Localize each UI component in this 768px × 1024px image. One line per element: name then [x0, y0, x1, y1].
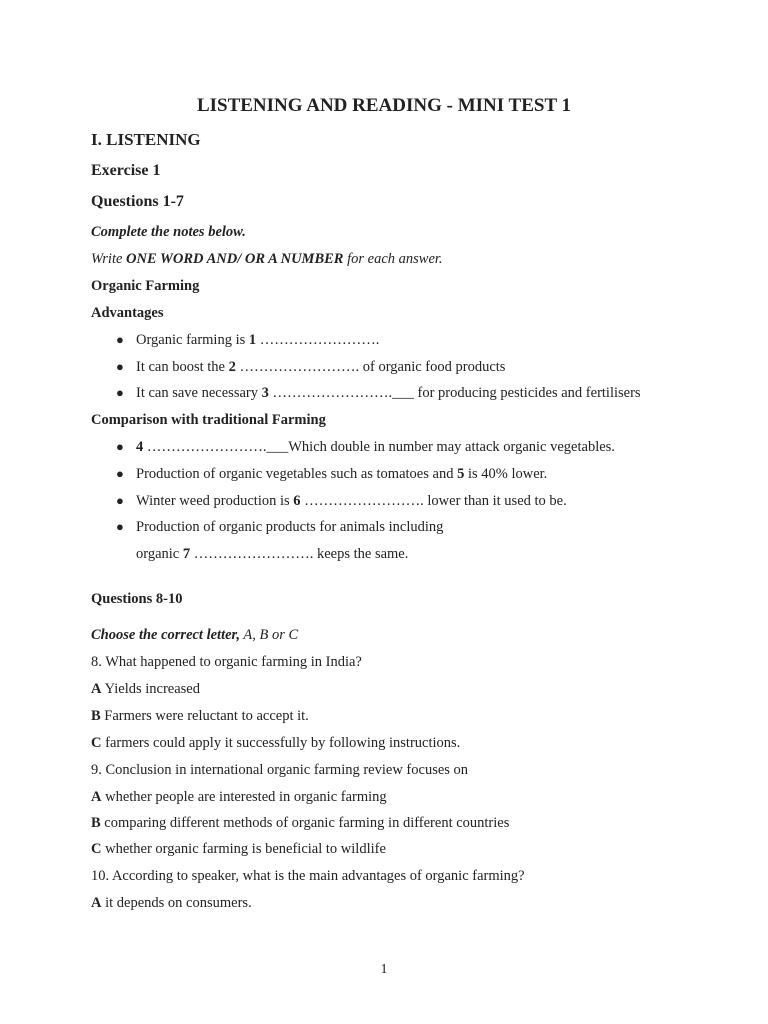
item-text: keeps the same.	[316, 546, 409, 562]
bullet-icon: ●	[116, 439, 124, 454]
option-letter: C	[91, 735, 102, 751]
bullet-icon: ●	[116, 359, 124, 374]
option-letter: C	[91, 841, 102, 857]
item-text: It can save necessary	[136, 385, 262, 401]
q8-option-c	[91, 734, 460, 752]
comparison-item	[136, 492, 567, 510]
question-10: 10. According to speaker, what is the main advantages of organic farming?	[91, 868, 525, 884]
instruction-choose-letter	[91, 626, 298, 644]
instruction-word-limit	[91, 250, 443, 268]
question-9: 9. Conclusion in international organic farming review focuses on	[91, 762, 469, 778]
instruction-pre: Write	[91, 251, 127, 267]
option-text: it depends on consumers.	[101, 895, 252, 911]
option-text: whether people are interested in organic farming	[101, 789, 387, 805]
page-title: LISTENING AND READING - MINI TEST 1	[196, 95, 572, 116]
q8-option-b	[91, 707, 309, 725]
instruction-bold: Choose the correct letter,	[91, 627, 241, 643]
question-number: 4	[136, 439, 144, 455]
question-number: 6	[293, 493, 301, 509]
item-text: is 40% lower.	[464, 466, 548, 482]
question-number: 7	[182, 546, 191, 562]
option-text: Farmers were reluctant to accept it.	[100, 708, 309, 724]
option-text: comparing different methods of organic farming in different countries	[100, 815, 510, 831]
question-number: 5	[457, 466, 465, 482]
answer-blank: …………………….___	[143, 439, 289, 455]
answer-blank: …………………….___	[268, 385, 414, 401]
question-number: 2	[228, 359, 236, 375]
bullet-icon: ●	[116, 493, 124, 508]
item-text: lower than it used to be.	[423, 493, 567, 509]
comparison-item: Production of organic products for animals including	[136, 519, 444, 535]
advantages-heading: Advantages	[91, 305, 164, 321]
answer-blank: …………………….	[235, 359, 363, 375]
topic-heading: Organic Farming	[91, 278, 200, 294]
item-text: of organic food products	[362, 359, 506, 375]
question-8: 8. What happened to organic farming in India?	[91, 654, 362, 670]
item-text: Winter weed production is	[136, 493, 294, 509]
question-number: 1	[248, 332, 257, 348]
item-text: for producing pesticides and fertilisers	[413, 385, 641, 401]
bullet-icon: ●	[116, 466, 124, 481]
item-text: Production of organic vegetables such as tomatoes and	[136, 466, 458, 482]
bullet-icon: ●	[116, 519, 124, 534]
advantage-item	[136, 331, 379, 349]
questions-8-10-heading: Questions 8-10	[91, 591, 183, 607]
question-number: 3	[261, 385, 269, 401]
answer-blank: …………………….	[190, 546, 317, 562]
option-text: Yields increased	[101, 681, 200, 697]
questions-1-7-heading: Questions 1-7	[91, 193, 184, 210]
item-text: Which double in number may attack organic vegetables.	[288, 439, 615, 455]
exercise-heading: Exercise 1	[91, 162, 161, 179]
q10-option-a	[91, 894, 252, 912]
q8-option-a	[91, 680, 200, 698]
comparison-item-continued	[136, 545, 408, 563]
comparison-item	[136, 438, 615, 456]
option-letter: A	[91, 895, 102, 911]
instruction-post: for each answer.	[343, 251, 443, 267]
q9-option-b	[91, 814, 509, 832]
comparison-heading: Comparison with traditional Farming	[91, 412, 326, 428]
item-text: organic	[136, 546, 183, 562]
bullet-icon: ●	[116, 332, 124, 347]
item-text: It can boost the	[136, 359, 229, 375]
q9-option-c	[91, 840, 386, 858]
option-letter: B	[91, 815, 101, 831]
instruction-bold: ONE WORD AND/ OR A NUMBER	[126, 251, 344, 267]
bullet-icon: ●	[116, 385, 124, 400]
option-letter: B	[91, 708, 101, 724]
option-text: farmers could apply it successfully by following instructions.	[101, 735, 461, 751]
answer-blank: …………………….	[256, 332, 380, 348]
option-letter: A	[91, 789, 102, 805]
advantage-item	[136, 358, 505, 376]
section-heading: I. LISTENING	[91, 130, 201, 149]
item-text: Organic farming is	[136, 332, 249, 348]
comparison-item	[136, 465, 547, 483]
option-letter: A	[91, 681, 102, 697]
instruction-complete-notes: Complete the notes below.	[91, 224, 246, 240]
instruction-options: A, B or C	[240, 627, 299, 643]
q9-option-a	[91, 788, 387, 806]
advantage-item	[136, 384, 641, 402]
page-number: 1	[380, 962, 388, 977]
option-text: whether organic farming is beneficial to wildlife	[101, 841, 386, 857]
answer-blank: …………………….	[300, 493, 424, 509]
